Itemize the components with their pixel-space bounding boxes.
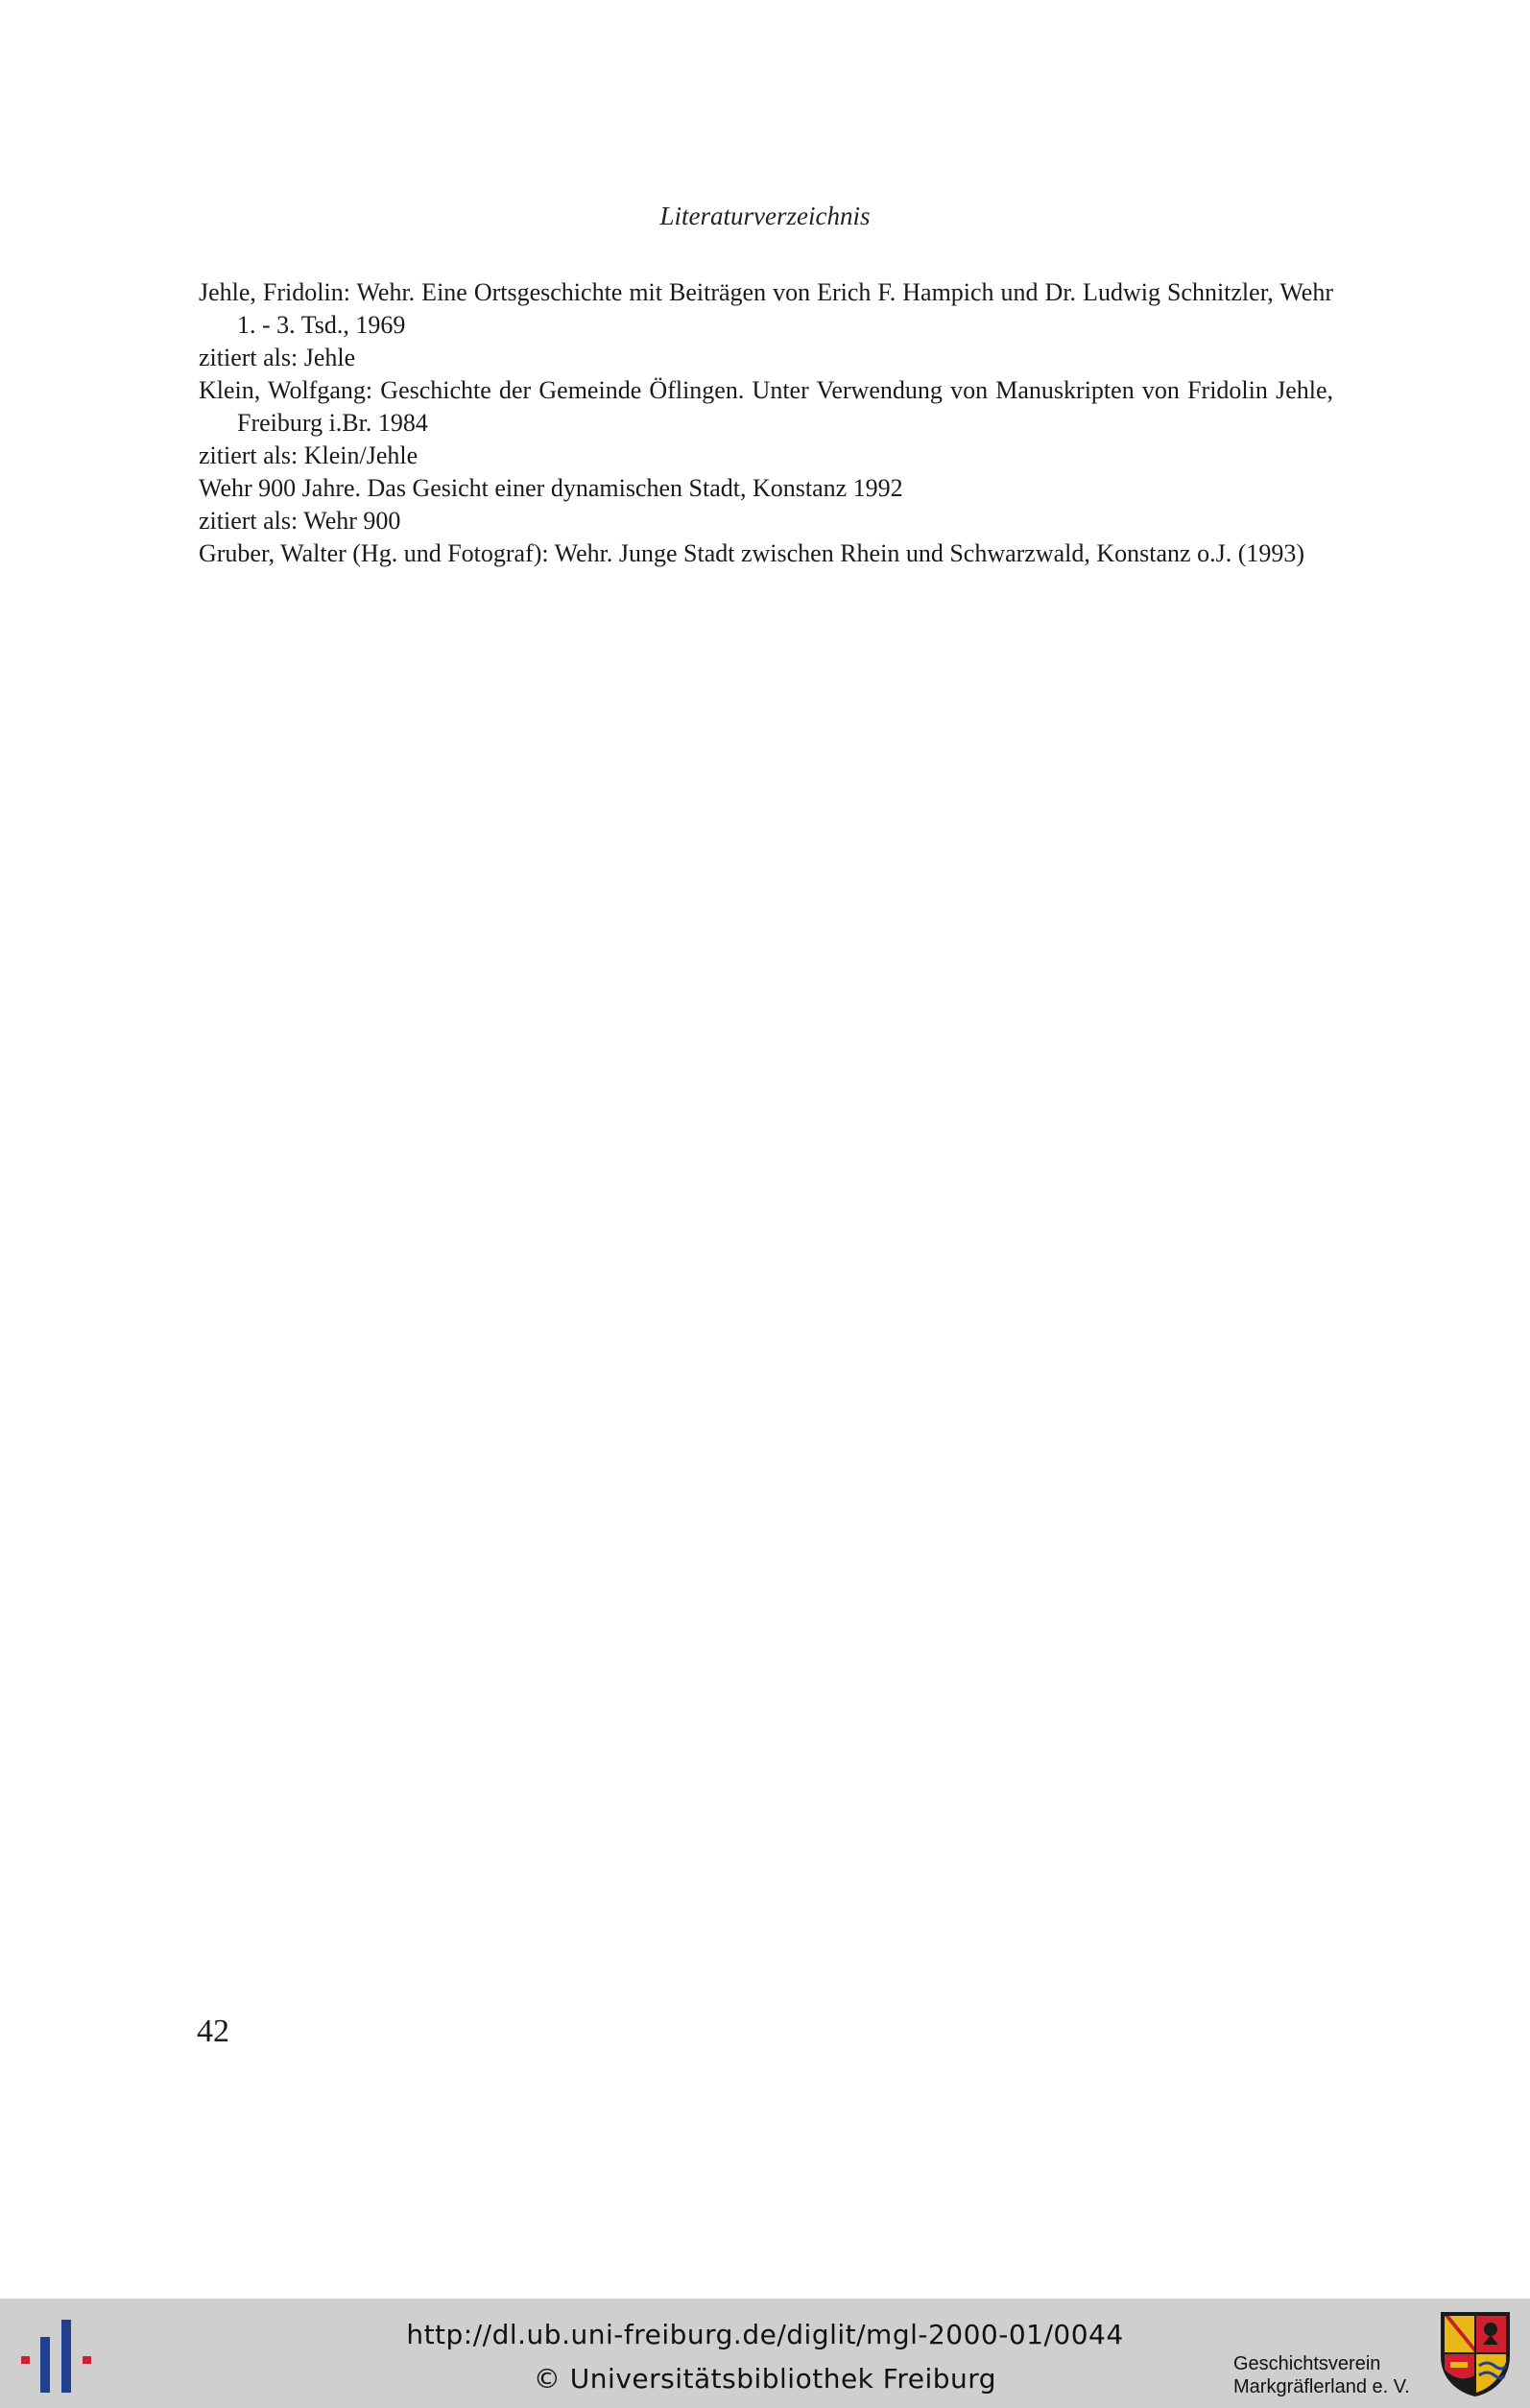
coat-of-arms-icon[interactable] [1437, 2308, 1514, 2398]
footer-bar [0, 2299, 1530, 2408]
bibliography-entry: Wehr 900 Jahre. Das Gesicht einer dynamischen Stadt, Konstanz 1992 [199, 474, 903, 502]
copyright-notice: © Universitätsbibliothek Freiburg [533, 2363, 997, 2395]
running-header: Literaturverzeichnis [659, 202, 871, 230]
society-name-line: Markgräflerland e. V. [1233, 2376, 1410, 2397]
citation-note: zitiert als: Wehr 900 [199, 507, 401, 535]
citation-note: zitiert als: Klein/Jehle [199, 441, 418, 469]
bibliography-list [199, 276, 1333, 570]
bibliography-entry: Jehle, Fridolin: Wehr. Eine Ortsgeschichte mit Beiträgen von Erich F. Hampich und Dr. Ludwig Schnitzler, Wehr 1. - 3. Tsd., 1969 [199, 278, 1333, 339]
society-name [1233, 2352, 1410, 2398]
document-url-link[interactable]: http://dl.ub.uni-freiburg.de/diglit/mgl-2000-01/0044 [406, 2319, 1124, 2350]
bibliography-entry: Klein, Wolfgang: Geschichte der Gemeinde Öflingen. Unter Verwendung von Manuskripten von Fridolin Jehle, Freiburg i.Br. 1984 [199, 376, 1333, 437]
citation-note: zitiert als: Jehle [199, 344, 356, 371]
page-number: 42 [197, 2014, 229, 2049]
society-name-line: Geschichtsverein [1233, 2353, 1381, 2374]
bibliography-entry: Gruber, Walter (Hg. und Fotograf): Wehr. Junge Stadt zwischen Rhein und Schwarzwald, Konstanz o.J. (1993) [199, 539, 1305, 567]
